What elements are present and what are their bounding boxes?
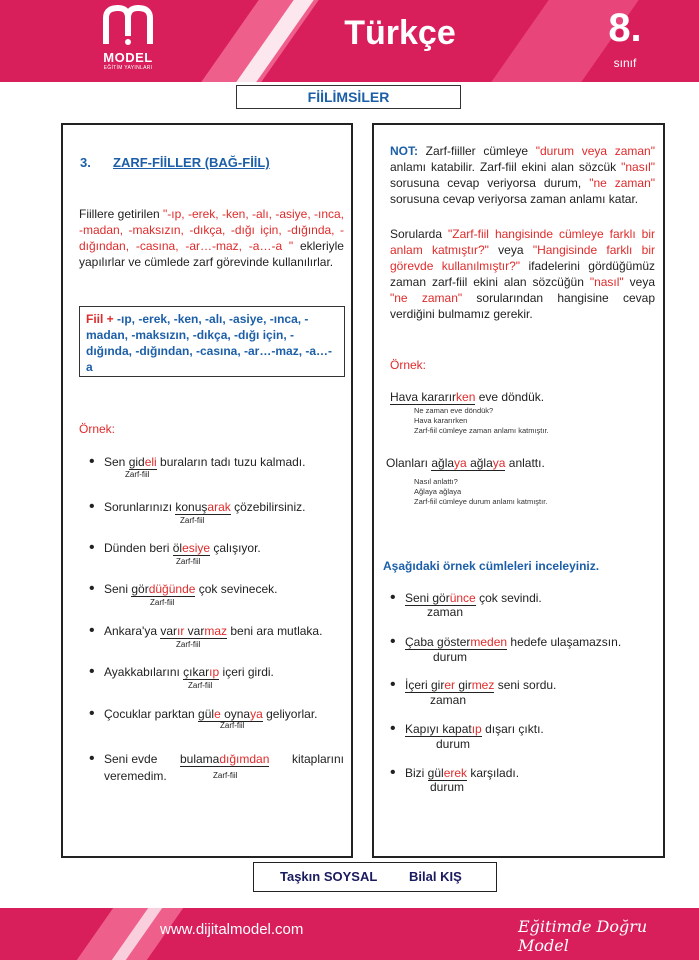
text-fragment: ya	[454, 456, 467, 470]
example-notes	[414, 477, 547, 507]
text-fragment: ıp	[209, 665, 220, 679]
text-fragment: var	[184, 624, 205, 638]
list-item	[405, 678, 556, 692]
grade-label: sınıf	[613, 56, 637, 70]
example-heading: Örnek:	[79, 422, 116, 436]
logo-text: MODEL	[103, 50, 153, 65]
text-fragment: içeri girdi.	[219, 665, 274, 679]
text-fragment: Zarf-fiiller cümleye	[418, 144, 536, 158]
text-fragment: "nasıl"	[621, 160, 655, 174]
zarf-fiil-word	[198, 707, 263, 722]
zarf-fiil-label: Zarf-fiil	[176, 640, 201, 649]
text-fragment: ünce	[449, 591, 476, 605]
section-number: 3.	[80, 155, 91, 170]
website-link[interactable]: www.dijitalmodel.com	[160, 921, 304, 938]
text-fragment: ya	[250, 707, 263, 721]
text-line: Hava kararırken	[414, 416, 468, 425]
zarf-fiil-word	[431, 456, 505, 471]
text-fragment: esiye	[182, 541, 211, 555]
zarf-fiil-word	[180, 752, 269, 767]
page-title: FİİLİMSİLER	[236, 85, 461, 109]
author-name: Bilal KIŞ	[409, 869, 462, 884]
text-fragment: Olanları	[386, 456, 432, 470]
list-item	[405, 766, 519, 780]
text-fragment: çözebilirsiniz.	[230, 500, 306, 514]
text-line: Ne zaman eve döndük?	[414, 406, 494, 415]
text-fragment: seni sordu.	[494, 678, 557, 692]
text-fragment: kitaplarını	[291, 752, 344, 766]
zarf-fiil-word	[131, 582, 195, 597]
text-fragment: Seni gör	[405, 591, 450, 605]
text-fragment: Sen	[104, 455, 129, 469]
text-line: Ağlaya ağlaya	[414, 487, 462, 496]
text-fragment: buraların tadı tuzu kalmadı.	[156, 455, 306, 469]
suffix-box	[79, 306, 345, 377]
text-fragment: Çaba göster	[405, 635, 471, 649]
zarf-fiil-label: Zarf-fiil	[180, 516, 205, 525]
text-fragment: arak	[207, 500, 231, 514]
text-fragment: "ne zaman"	[390, 291, 463, 305]
text-fragment: Hava karar	[390, 390, 449, 404]
text-fragment: eli	[144, 455, 157, 469]
subject-title: Türkçe	[344, 14, 456, 52]
text-fragment: Bizi	[405, 766, 428, 780]
example-sentence	[390, 389, 544, 405]
text-fragment: İçeri gir	[405, 678, 445, 692]
text-fragment: ya	[492, 456, 506, 470]
text-fragment: ifadelerini gördüğümüz zaman zarf-fiil ekini alan sözcüğün	[390, 259, 655, 289]
text-fragment: bulama	[179, 752, 220, 766]
text-fragment: erek	[443, 766, 468, 780]
text-fragment: ken	[456, 390, 476, 404]
example-notes	[414, 406, 549, 436]
text-fragment: gör	[131, 582, 149, 596]
text-fragment: "Zarf-fiil hangisinde cümleye farklı bir anlam katmıştır?"	[390, 227, 655, 257]
text-line: veremedim.	[104, 769, 167, 783]
zarf-fiil-word	[160, 624, 227, 639]
zarf-fiil-word	[390, 390, 475, 405]
zarf-fiil-label: Zarf-fiil	[213, 771, 238, 780]
text-fragment: konuş	[175, 500, 208, 514]
text-fragment: eve döndük.	[475, 390, 545, 404]
text-fragment: gül	[427, 766, 444, 780]
text-fragment: sorularından hangisine cevap verdiğini bulmamız gerekir.	[390, 291, 656, 321]
fiil-label: Fiil +	[86, 312, 114, 326]
text-line: Zarf-fiil cümleye zaman anlamı katmıştır.	[414, 426, 549, 435]
text-fragment: Seni	[104, 582, 132, 596]
list-item	[104, 582, 277, 596]
text-fragment: çalışıyor.	[210, 541, 261, 555]
meaning-label: durum	[433, 650, 468, 664]
text-fragment: maz	[204, 624, 228, 638]
text-fragment: ır	[448, 390, 457, 404]
list-item	[405, 722, 544, 736]
question-paragraph	[390, 226, 655, 322]
logo-subtitle: EĞİTİM YAYINLARI	[103, 65, 153, 71]
text-fragment: geliyorlar.	[262, 707, 318, 721]
text-line: Nasıl anlattı?	[414, 477, 458, 486]
zarf-fiil-label: Zarf-fiil	[150, 598, 175, 607]
text-fragment: mez	[471, 678, 495, 692]
text-fragment: oyna	[220, 707, 251, 721]
text-fragment: gül	[198, 707, 215, 721]
authors-box	[253, 862, 497, 892]
text-fragment: "ne zaman"	[589, 176, 656, 190]
text-fragment: veya	[623, 275, 655, 289]
suffix-list: -ıp, -erek, -ken, -alı, -asiye, -ınca, -madan, -maksızın, -dıkça, -dığı için, -dığında, -dığından, -casına, -ar…-maz, -a…-a	[86, 312, 333, 374]
intro-suffixes: "-ıp, -erek, -ken, -alı, -asiye, -ınca, -madan, -maksızın, -dıkça, -dığı için, -dığında, -dığından, -casına, -ar…-maz, -a…-a "	[79, 207, 345, 253]
text-fragment: var	[160, 624, 177, 638]
intro-text: ekleriyle yapılırlar ve cümlede zarf görevinde kullanılırlar.	[79, 239, 344, 269]
list-item	[405, 591, 542, 605]
zarf-fiil-word	[405, 678, 494, 693]
zarf-fiil-label: Zarf-fiil	[188, 681, 213, 690]
list-item	[104, 455, 305, 469]
zarf-fiil-word	[175, 500, 230, 515]
text-fragment: meden	[470, 635, 508, 649]
text-fragment: ağla	[431, 456, 455, 470]
text-fragment: "durum veya zaman"	[535, 144, 655, 158]
text-fragment: gir	[455, 678, 472, 692]
text-fragment: Sorunlarınızı	[104, 500, 176, 514]
zarf-fiil-word	[405, 635, 507, 650]
grade-number: 8.	[608, 6, 642, 50]
text-fragment: "nasıl"	[589, 275, 624, 289]
intro-paragraph	[79, 206, 344, 270]
zarf-fiil-word	[129, 455, 157, 470]
example-heading: Örnek:	[390, 358, 427, 372]
text-fragment: Sorularda	[390, 227, 449, 241]
text-fragment: anlamı katabilir. Zarf-fiil ekini alan sözcük	[390, 160, 622, 174]
zarf-fiil-label: Zarf-fiil	[220, 721, 245, 730]
list-item	[104, 500, 305, 514]
text-fragment: dışarı çıktı.	[481, 722, 544, 736]
model-logo-icon	[100, 4, 156, 48]
text-fragment: hedefe ulaşamazsın.	[507, 635, 622, 649]
example-sentence	[386, 455, 545, 471]
author-name: Taşkın SOYSAL	[280, 869, 378, 884]
text-fragment: "Hangisinde farklı bir görevde kullanılmıştır?"	[390, 243, 656, 273]
intro-text: Fiillere getirilen	[79, 207, 164, 221]
list-item	[405, 635, 621, 649]
text-fragment: çıkar	[183, 665, 210, 679]
slogan: Eğitimde Doğru Model	[518, 917, 648, 955]
text-fragment: Ankara'ya	[104, 624, 161, 638]
text-fragment: anlattı.	[505, 456, 545, 470]
list-item	[104, 541, 261, 555]
zarf-fiil-label: Zarf-fiil	[125, 470, 150, 479]
meaning-label: durum	[436, 737, 471, 751]
zarf-fiil-word	[183, 665, 219, 680]
text-fragment: ağla	[466, 456, 493, 470]
list-item	[104, 665, 274, 679]
page-header	[0, 0, 699, 82]
meaning-label: durum	[430, 780, 465, 794]
text-fragment: er	[444, 678, 456, 692]
zarf-fiil-label: Zarf-fiil	[176, 557, 201, 566]
zarf-fiil-word	[405, 722, 482, 737]
text-fragment: Dünden beri	[104, 541, 173, 555]
text-fragment: çok sevinecek.	[195, 582, 278, 596]
text-line: Zarf-fiil cümleye durum anlamı katmıştır.	[414, 497, 548, 506]
zarf-fiil-word	[173, 541, 210, 556]
text-fragment: sorusuna cevap veriyorsa zaman anlamı katar.	[390, 192, 639, 206]
text-fragment: e	[214, 707, 221, 721]
text-fragment: düğünde	[148, 582, 196, 596]
text-fragment: ır	[177, 624, 185, 638]
meaning-label: zaman	[427, 605, 464, 619]
text-fragment: NOT:	[390, 144, 418, 158]
list-item	[104, 624, 322, 638]
meaning-label: zaman	[430, 693, 467, 707]
inspect-heading: Aşağıdaki örnek cümleleri inceleyiniz.	[383, 559, 600, 573]
text-fragment: • Seni evde	[104, 752, 158, 766]
text-fragment: gid	[128, 455, 145, 469]
text-fragment: dığımdan	[219, 752, 270, 766]
text-fragment: Ayakkabılarını	[104, 665, 184, 679]
note-paragraph	[390, 143, 655, 207]
text-fragment: beni ara mutlaka.	[227, 624, 323, 638]
list-item	[104, 707, 318, 721]
text-fragment: sorusuna cevap veriyorsa durum,	[390, 176, 590, 190]
text-fragment: ıp	[471, 722, 482, 736]
text-fragment: çok sevindi.	[475, 591, 542, 605]
section-title: ZARF-FİİLLER (BAĞ-FİİL)	[113, 155, 270, 170]
text-fragment: Çocuklar parktan	[104, 707, 199, 721]
text-fragment: karşıladı.	[467, 766, 520, 780]
text-fragment: veya	[488, 243, 533, 257]
text-fragment: Kapıyı kapat	[405, 722, 472, 736]
text-fragment: öl	[172, 541, 183, 555]
